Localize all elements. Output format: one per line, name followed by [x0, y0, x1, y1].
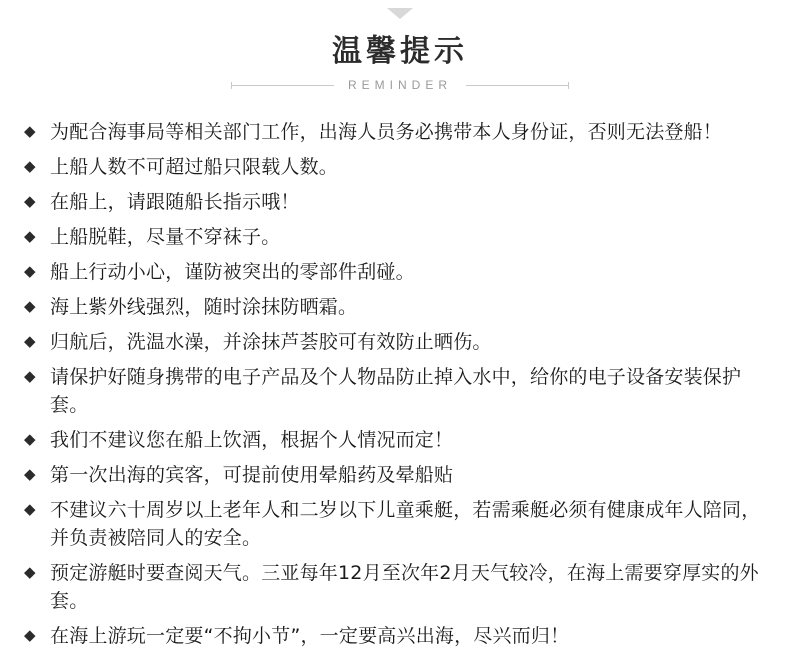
subtitle-row — [231, 78, 569, 92]
list-item — [24, 363, 772, 419]
diamond-bullet-icon: ◆ — [24, 333, 36, 350]
diamond-bullet-icon: ◆ — [24, 431, 36, 448]
diamond-bullet-icon: ◆ — [24, 564, 36, 581]
list-item — [24, 496, 772, 552]
list-item — [24, 118, 772, 146]
diamond-bullet-icon: ◆ — [24, 158, 36, 175]
diamond-bullet-icon: ◆ — [24, 263, 36, 280]
list-item-text: 我们不建议您在船上饮酒，根据个人情况而定！ — [50, 429, 454, 451]
list-item — [24, 426, 772, 454]
list-item-text: 预定游艇时要查阅天气。三亚每年12月至次年2月天气较冷，在海上需要穿厚实的外套。 — [50, 562, 759, 612]
list-item-text: 为配合海事局等相关部门工作，出海人员务必携带本人身份证，否则无法登船！ — [50, 121, 723, 143]
diamond-bullet-icon: ◆ — [24, 298, 36, 315]
list-item — [24, 188, 772, 216]
list-item-text: 请保护好随身携带的电子产品及个人物品防止掉入水中，给你的电子设备安装保护套。 — [50, 366, 742, 416]
page-subtitle: REMINDER — [348, 78, 453, 92]
list-item-text: 上船人数不可超过船只限载人数。 — [50, 156, 339, 178]
diamond-bullet-icon: ◆ — [24, 193, 36, 210]
diamond-bullet-icon: ◆ — [24, 368, 36, 385]
list-item — [24, 559, 772, 615]
list-item — [24, 153, 772, 181]
list-item-text: 归航后，洗温水澡，并涂抹芦荟胶可有效防止晒伤。 — [50, 331, 492, 353]
reminder-list — [0, 118, 800, 650]
triangle-down-icon — [387, 8, 413, 19]
list-item-text: 在船上，请跟随船长指示哦！ — [50, 191, 300, 213]
list-item — [24, 258, 772, 286]
diamond-bullet-icon: ◆ — [24, 501, 36, 518]
divider-right — [466, 85, 569, 86]
list-item-text: 海上紫外线强烈，随时涂抹防晒霜。 — [50, 296, 358, 318]
list-item — [24, 293, 772, 321]
list-item-text: 船上行动小心，谨防被突出的零部件刮碰。 — [50, 261, 415, 283]
list-item — [24, 328, 772, 356]
diamond-bullet-icon: ◆ — [24, 466, 36, 483]
list-item — [24, 622, 772, 650]
diamond-bullet-icon: ◆ — [24, 228, 36, 245]
list-item — [24, 461, 772, 489]
list-item-text: 第一次出海的宾客，可提前使用晕船药及晕船贴 — [50, 464, 454, 486]
divider-left — [231, 85, 334, 86]
page-title: 温馨提示 — [332, 35, 468, 68]
list-item-text: 上船脱鞋，尽量不穿袜子。 — [50, 226, 281, 248]
page-header — [0, 0, 800, 92]
list-item-text: 不建议六十周岁以上老年人和二岁以下儿童乘艇，若需乘艇必须有健康成年人陪同，并负责被陪同人的安全。 — [50, 499, 761, 549]
list-item-text: 在海上游玩一定要“不拘小节”，一定要高兴出海，尽兴而归！ — [50, 625, 570, 647]
diamond-bullet-icon: ◆ — [24, 627, 36, 644]
diamond-bullet-icon: ◆ — [24, 123, 36, 140]
list-item — [24, 223, 772, 251]
